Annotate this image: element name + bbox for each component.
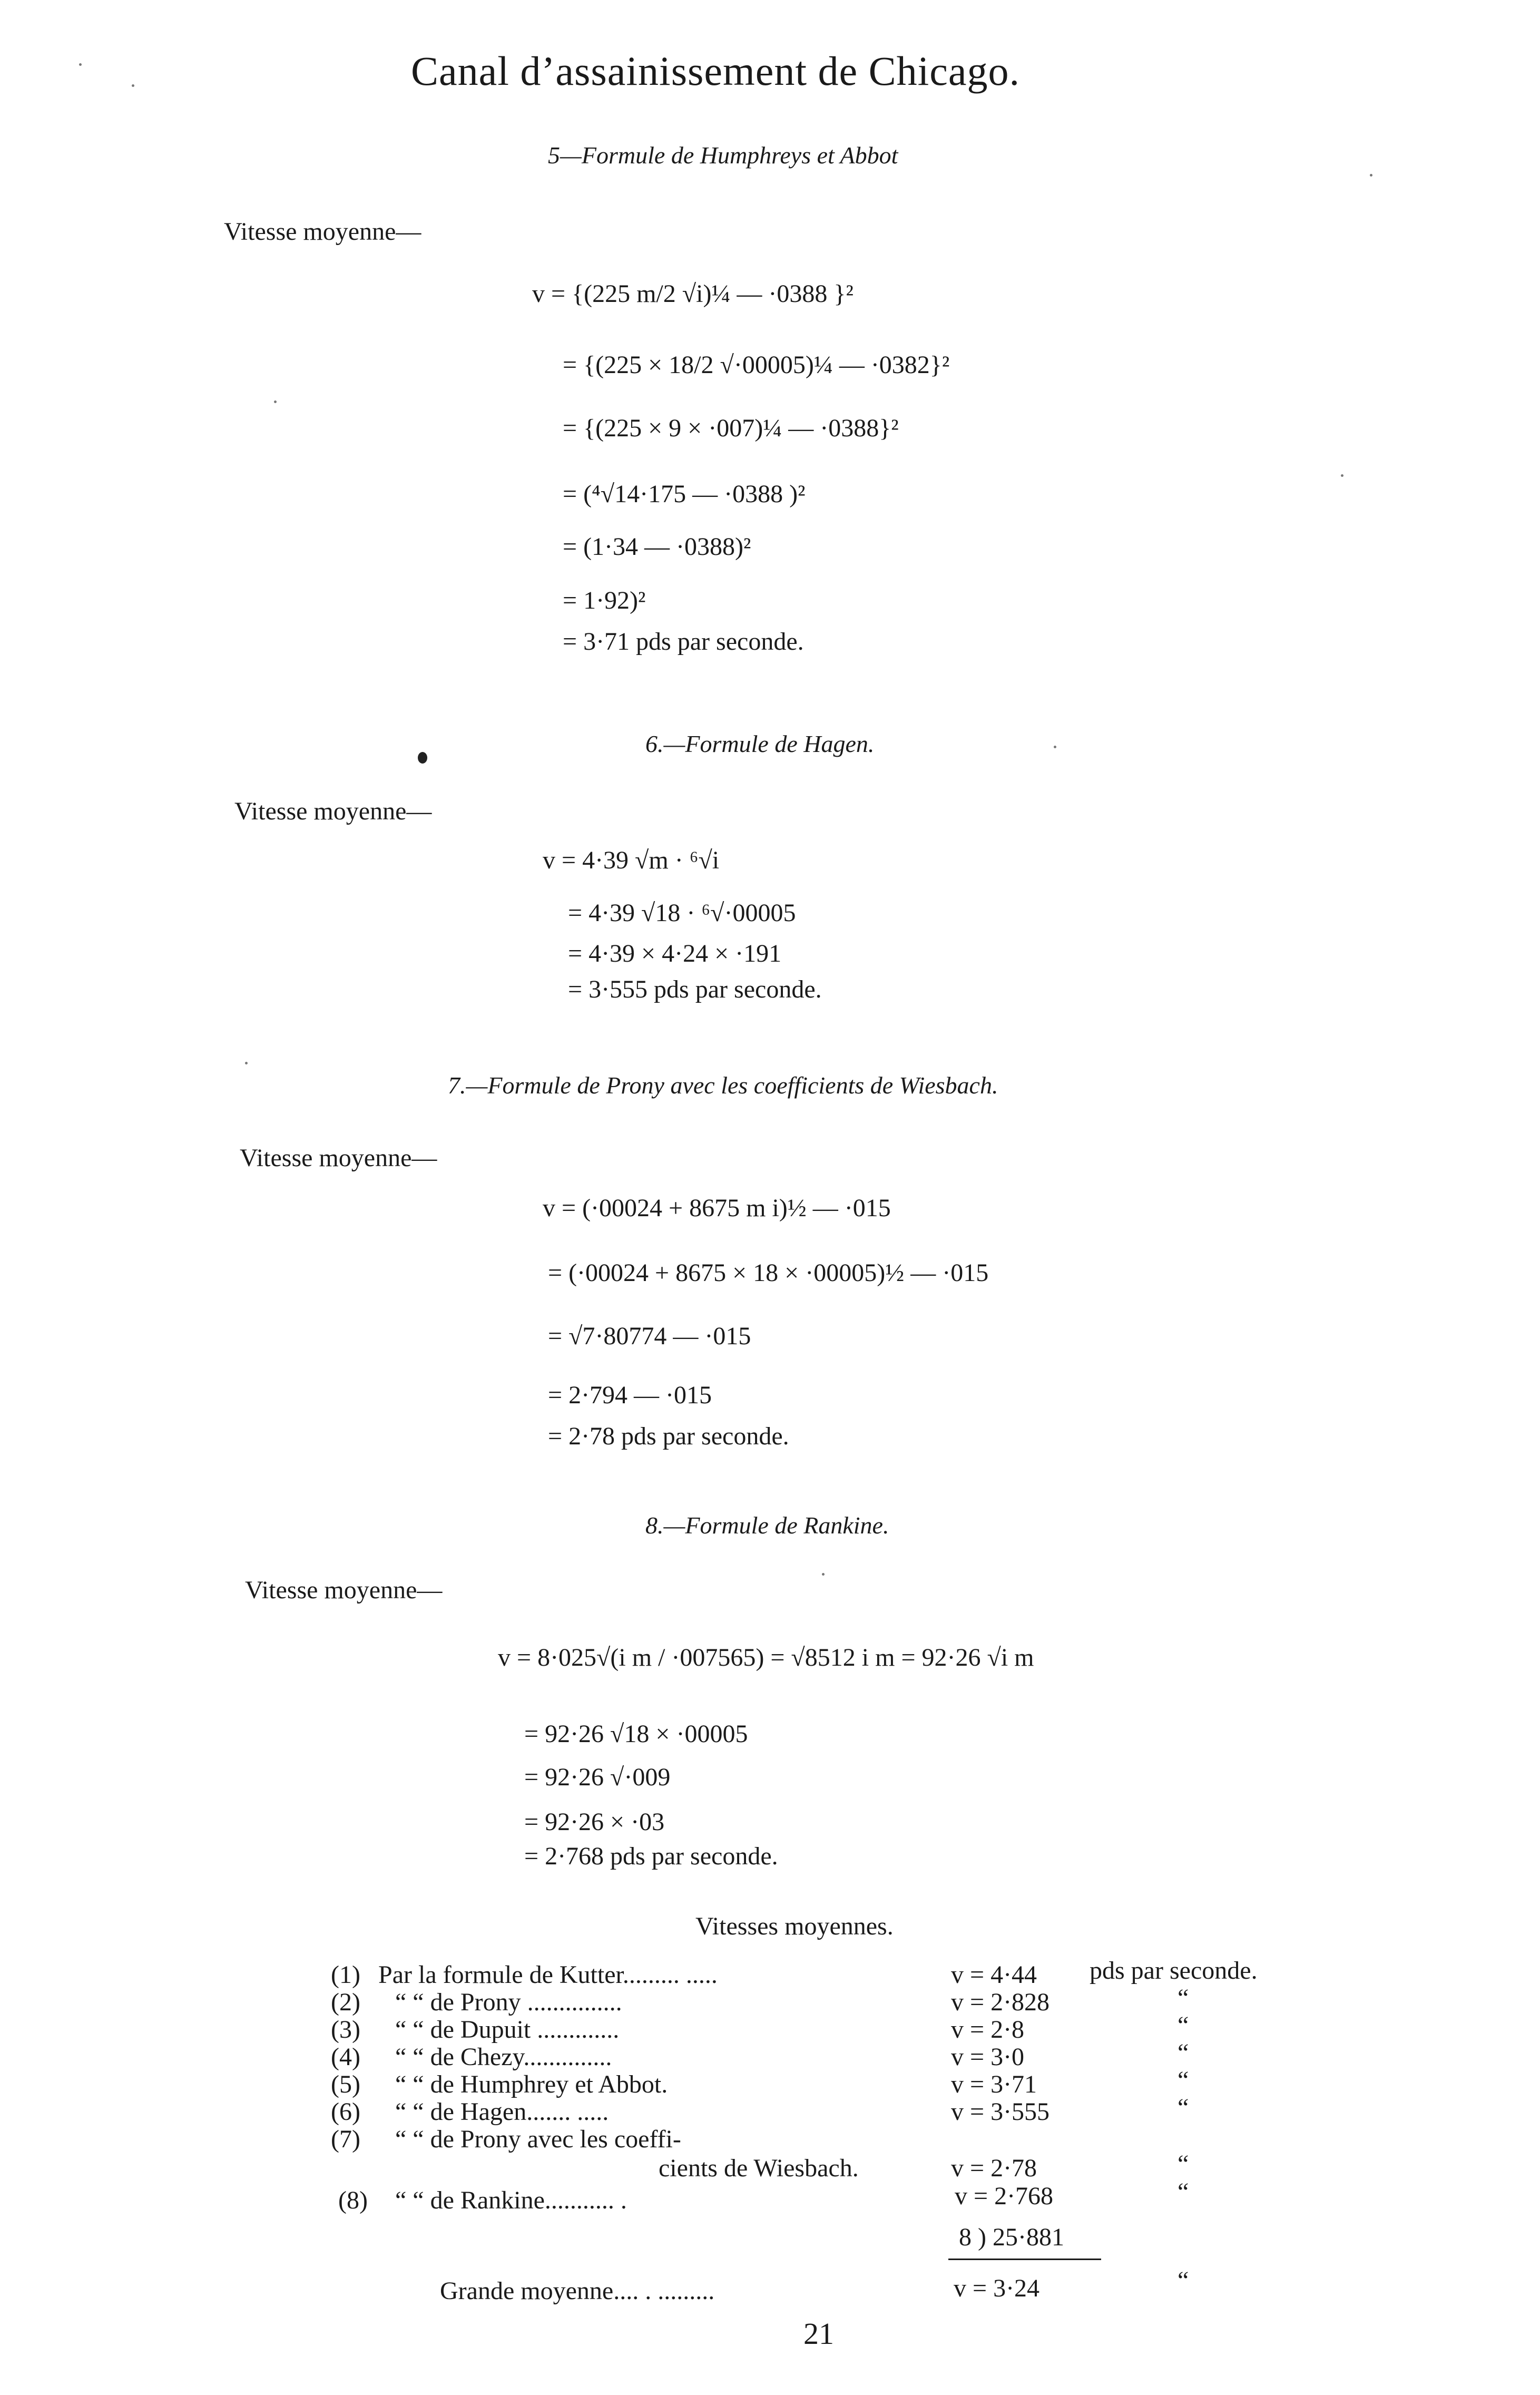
- equation-line: = 3·555 pds par seconde.: [568, 975, 822, 1003]
- summary-row-unit: pds par seconde.: [1090, 1957, 1258, 1985]
- scan-speck: [1341, 474, 1343, 477]
- equation-line: = (⁴√14·175 — ·0388 )²: [563, 480, 806, 508]
- summary-row-unit: “: [1178, 2066, 1189, 2094]
- summary-row-formula: “ “ de Humphrey et Abbot.: [395, 2070, 668, 2098]
- section-label: Vitesse moyenne—: [245, 1576, 443, 1604]
- section-heading: 5—Formule de Humphreys et Abbot: [548, 142, 898, 169]
- summary-row-formula: Par la formule de Kutter......... .....: [378, 1961, 718, 1989]
- equation-line: = {(225 × 9 × ·007)¼ — ·0388}²: [563, 414, 899, 442]
- equation-line: = 92·26 × ·03: [524, 1808, 665, 1836]
- summary-row-value: v = 2·768: [955, 2182, 1054, 2210]
- page-number: 21: [803, 2316, 834, 2351]
- grand-average-value: v = 3·24: [954, 2274, 1040, 2302]
- scan-speck: [1370, 174, 1372, 177]
- section-label: Vitesse moyenne—: [240, 1144, 437, 1172]
- summary-row-formula: “ “ de Prony ...............: [395, 1988, 622, 2016]
- summary-row-value: v = 3·555: [951, 2098, 1050, 2126]
- summary-row-value: v = 3·0: [951, 2043, 1025, 2071]
- summary-row-unit: “: [1178, 2094, 1189, 2122]
- equation-line: = 92·26 √18 × ·00005: [524, 1720, 748, 1748]
- summary-row-number: (8): [338, 2186, 368, 2214]
- equation-line: v = 4·39 √m · ⁶√i: [543, 846, 720, 874]
- summary-row-unit: “: [1178, 2039, 1189, 2067]
- scan-speck: [245, 1062, 248, 1064]
- summary-row-formula: “ “ de Chezy..............: [395, 2043, 612, 2071]
- summary-row-number: (3): [331, 2016, 360, 2044]
- equation-line: = {(225 × 18/2 √·00005)¼ — ·0382}²: [563, 351, 950, 379]
- summary-row-unit: “: [1178, 2011, 1189, 2039]
- summary-row-unit: “: [1178, 1984, 1189, 2012]
- equation-line: = √7·80774 — ·015: [548, 1322, 751, 1350]
- equation-line: = (·00024 + 8675 × 18 × ·00005)½ — ·015: [548, 1259, 989, 1287]
- summary-row-formula: “ “ de Dupuit .............: [395, 2016, 620, 2044]
- equation-line: v = (·00024 + 8675 m i)½ — ·015: [543, 1194, 891, 1222]
- scan-speck: [822, 1573, 825, 1576]
- page-title: Canal d’assainissement de Chicago.: [411, 48, 1021, 94]
- summary-heading: Vitesses moyennes.: [695, 1912, 894, 1940]
- summary-row-number: (7): [331, 2125, 360, 2153]
- summary-row-number: (2): [331, 1988, 360, 2016]
- scan-speck: [274, 400, 277, 403]
- grand-average-label: Grande moyenne.... . .........: [440, 2277, 715, 2305]
- equation-line: = 3·71 pds par seconde.: [563, 628, 804, 656]
- equation-line: = 1·92)²: [563, 586, 646, 614]
- equation-line: v = {(225 m/2 √i)¼ — ·0388 }²: [532, 280, 854, 308]
- equation-line: = 92·26 √·009: [524, 1763, 671, 1791]
- summary-row-formula: “ “ de Hagen....... .....: [395, 2098, 609, 2126]
- sum-division: 8 ) 25·881: [959, 2223, 1064, 2251]
- equation-line: = 4·39 × 4·24 × ·191: [568, 940, 782, 967]
- summary-row-value: v = 2·78: [951, 2154, 1037, 2182]
- sum-rule: [948, 2259, 1101, 2260]
- summary-row-value: v = 2·828: [951, 1988, 1050, 2016]
- grand-average-unit: “: [1178, 2266, 1189, 2294]
- summary-row-number: (6): [331, 2098, 360, 2126]
- summary-row-formula: “ “ de Prony avec les coeffi-: [395, 2125, 681, 2153]
- scan-speck: [1054, 746, 1056, 748]
- equation-line: = (1·34 — ·0388)²: [563, 533, 751, 561]
- equation-line: = 2·768 pds par seconde.: [524, 1842, 778, 1870]
- summary-row-number: (1): [331, 1961, 360, 1989]
- section-heading: 7.—Formule de Prony avec les coefficients de Wiesbach.: [448, 1072, 998, 1099]
- equation-line: = 4·39 √18 · ⁶√·00005: [568, 899, 796, 927]
- ink-dot: [418, 752, 427, 764]
- equation-line: = 2·78 pds par seconde.: [548, 1422, 789, 1450]
- section-label: Vitesse moyenne—: [234, 797, 432, 825]
- summary-row-formula: cients de Wiesbach.: [659, 2154, 859, 2182]
- scan-speck: [132, 84, 134, 87]
- summary-row-number: (4): [331, 2043, 360, 2071]
- section-heading: 8.—Formule de Rankine.: [645, 1512, 889, 1539]
- section-label: Vitesse moyenne—: [224, 218, 421, 246]
- summary-row-number: (5): [331, 2070, 360, 2098]
- summary-row-unit: “: [1178, 2178, 1189, 2206]
- equation-line: v = 8·025√(i m / ·007565) = √8512 i m = 92·26 √i m: [498, 1644, 1034, 1671]
- summary-row-value: v = 2·8: [951, 2016, 1025, 2044]
- summary-row-formula: “ “ de Rankine........... .: [395, 2186, 627, 2214]
- section-heading: 6.—Formule de Hagen.: [645, 730, 875, 757]
- summary-row-value: v = 4·44: [951, 1961, 1037, 1989]
- summary-row-value: v = 3·71: [951, 2070, 1037, 2098]
- scan-speck: [79, 63, 82, 66]
- equation-line: = 2·794 — ·015: [548, 1381, 712, 1409]
- summary-row-unit: “: [1178, 2150, 1189, 2178]
